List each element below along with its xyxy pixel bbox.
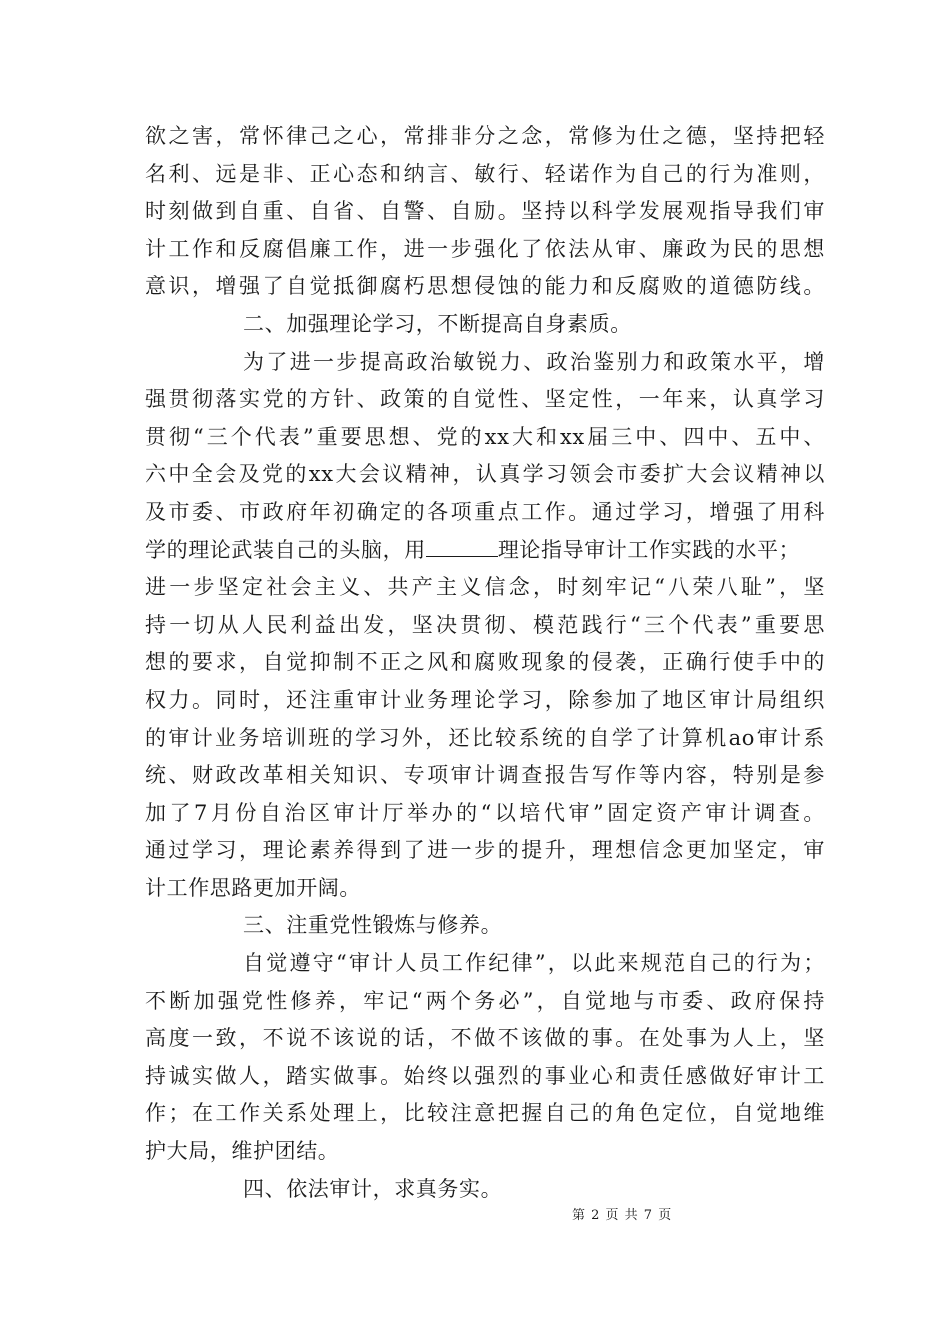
section-heading-3: 三、注重党性锻炼与修养。 (243, 913, 503, 938)
body-line-with-blank (145, 532, 825, 570)
body-line: 意识，增强了自觉抵御腐朽思想侵蚀的能力和反腐败的道德防线。 (145, 274, 825, 299)
body-line: 作；在工作关系处理上，比较注意把握自己的角色定位，自觉地维 (145, 1101, 825, 1126)
body-line: 高度一致，不说不该说的话，不做不该做的事。在处事为人上，坚 (145, 1026, 825, 1051)
body-line: 想的要求，自觉抑制不正之风和腐败现象的侵袭，正确行使手中的 (145, 650, 825, 675)
page-number-footer: 第 2 页 共 7 页 (572, 1208, 673, 1223)
body-line: 贯彻“三个代表”重要思想、党的xx大和xx届三中、四中、五中、 (145, 424, 825, 449)
body-line: 六中全会及党的xx大会议精神，认真学习领会市委扩大会议精神以 (145, 462, 825, 487)
body-line: 进一步坚定社会主义、共产主义信念，时刻牢记“八荣八耻”，坚 (145, 575, 825, 600)
line-segment: 理论指导审计工作实践的水平； (497, 537, 801, 562)
section-heading-2: 二、加强理论学习，不断提高自身素质。 (243, 311, 632, 336)
body-line: 持一切从人民利益出发，坚决贯彻、模范践行“三个代表”重要思 (145, 612, 825, 637)
body-line: 强贯彻落实党的方针、政策的自觉性、坚定性，一年来，认真学习 (145, 387, 825, 412)
body-line: 名利、远是非、正心态和纳言、敏行、轻诺作为自己的行为准则， (145, 161, 825, 186)
line-segment: 学的理论武装自己的头脑，用 (145, 537, 426, 562)
body-line: 及市委、市政府年初确定的各项重点工作。通过学习，增强了用科 (145, 499, 825, 524)
body-line: 统、财政改革相关知识、专项审计调查报告写作等内容，特别是参 (145, 763, 825, 788)
paragraph-start-line: 自觉遵守“审计人员工作纪律”，以此来规范自己的行为； (243, 951, 825, 976)
body-line: 通过学习，理论素养得到了进一步的提升，理想信念更加坚定，审 (145, 838, 825, 863)
body-line: 欲之害，常怀律己之心，常排非分之念，常修为仕之德，坚持把轻 (145, 124, 825, 148)
body-line: 计工作和反腐倡廉工作，进一步强化了依法从审、廉政为民的思想 (145, 236, 825, 261)
body-line: 计工作思路更加开阔。 (145, 875, 361, 900)
body-line: 时刻做到自重、自省、自警、自励。坚持以科学发展观指导我们审 (145, 199, 825, 224)
fill-in-blank (426, 540, 498, 557)
body-line: 的审计业务培训班的学习外，还比较系统的自学了计算机ao审计系 (145, 725, 825, 750)
paragraph-start-line: 为了进一步提高政治敏锐力、政治鉴别力和政策水平，增 (243, 349, 825, 374)
body-line: 不断加强党性修养，牢记“两个务必”，自觉地与市委、政府保持 (145, 988, 825, 1013)
document-body (145, 118, 825, 1208)
body-line: 护大局，维护团结。 (145, 1139, 340, 1164)
body-line: 持诚实做人，踏实做事。始终以强烈的事业心和责任感做好审计工 (145, 1063, 825, 1088)
body-line: 权力。同时，还注重审计业务理论学习，除参加了地区审计局组织 (145, 687, 825, 712)
body-line: 加了7月份自治区审计厅举办的“以培代审”固定资产审计调查。 (145, 800, 825, 825)
section-heading-4: 四、依法审计，求真务实。 (243, 1176, 503, 1201)
